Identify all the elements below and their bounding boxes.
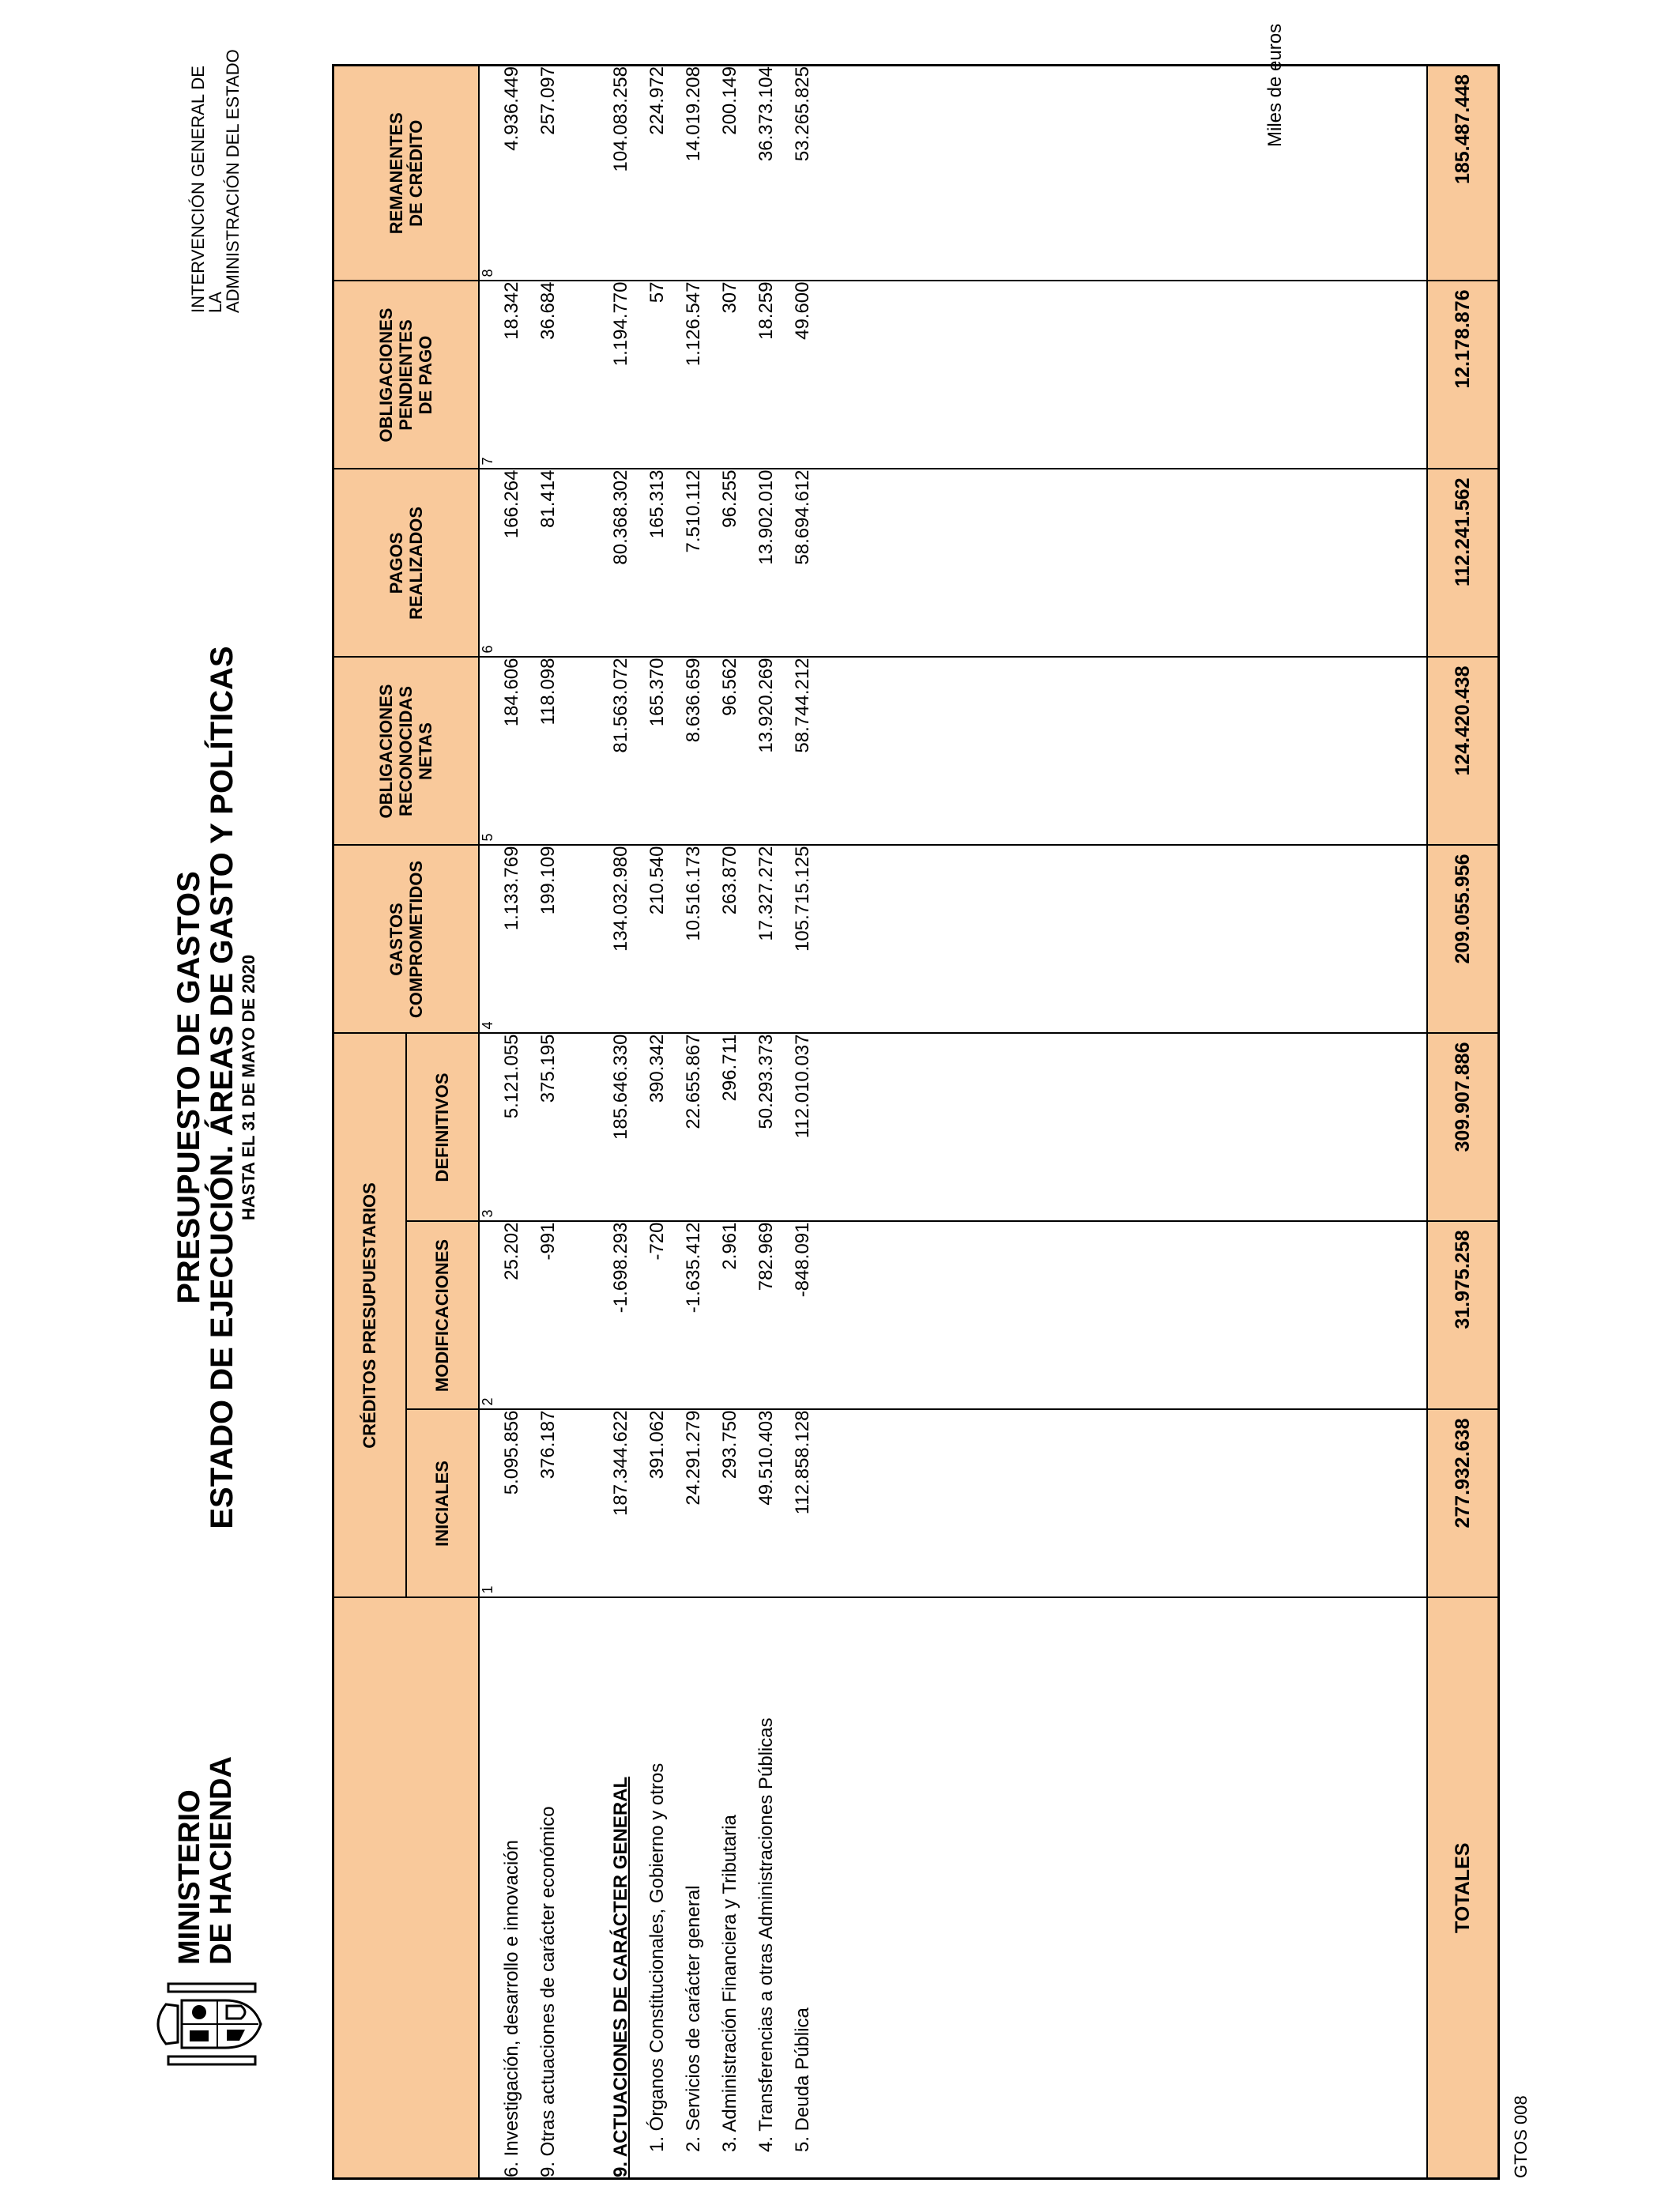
table-cell: -991 <box>537 1222 559 1261</box>
table-cell: 80.368.302 <box>609 469 631 565</box>
table-cell: 50.293.373 <box>755 1034 777 1129</box>
table-cell: 118.098 <box>537 658 559 726</box>
row-spacer <box>567 282 603 469</box>
row-label: 1. Órganos Constitucionales, Gobierno y otros <box>646 1762 668 2152</box>
table-cell: 134.032.980 <box>609 846 631 952</box>
budget-execution-table <box>332 64 1500 2180</box>
table-cell: 184.606 <box>500 658 522 727</box>
creditos-presupuestarios-header: CRÉDITOS PRESUPUESTARIOS <box>333 1034 406 1598</box>
column-number: 7 <box>479 457 495 466</box>
footer-code: GTOS 008 <box>1511 2095 1531 2178</box>
gastos-comprometidos-column <box>479 846 1427 1034</box>
obligaciones-pendientes-column <box>479 281 1427 469</box>
concept-header <box>333 1598 479 2179</box>
row-label: 6. Investigación, desarrollo e innovación <box>500 1840 522 2177</box>
table-cell: 25.202 <box>500 1222 522 1280</box>
row-spacer <box>567 1411 603 1597</box>
total-obligaciones-pendientes: 12.178.876 <box>1427 281 1498 469</box>
table-cell: 185.646.330 <box>609 1034 631 1140</box>
total-pagos-realizados: 112.241.562 <box>1427 469 1498 658</box>
row-spacer <box>567 846 603 1033</box>
table-cell: 4.936.449 <box>500 66 522 151</box>
table-cell: 257.097 <box>537 66 559 135</box>
report-title <box>172 297 259 1878</box>
column-number: 8 <box>479 269 495 277</box>
table-cell: 58.744.212 <box>791 658 813 753</box>
obligaciones-pendientes-header: OBLIGACIONES PENDIENTES DE PAGO <box>333 281 479 469</box>
table-cell: 105.715.125 <box>791 846 813 952</box>
column-number: 3 <box>479 1209 495 1218</box>
table-cell: 307 <box>718 281 740 314</box>
table-cell: 166.264 <box>500 469 522 539</box>
title-line-2: ESTADO DE EJECUCIÓN. ÁREAS DE GASTO Y POLÍTICAS <box>205 646 239 1529</box>
row-spacer <box>567 66 603 281</box>
row-spacer <box>567 1599 603 2178</box>
pagos-realizados-column <box>479 469 1427 658</box>
modificaciones-header: MODIFICACIONES <box>406 1222 479 1410</box>
totals-row <box>1427 66 1498 2179</box>
table-cell: 104.083.258 <box>609 66 631 172</box>
total-gastos-comprometidos: 209.055.956 <box>1427 846 1498 1034</box>
total-modificaciones: 31.975.258 <box>1427 1222 1498 1410</box>
table-cell: 24.291.279 <box>682 1410 704 1506</box>
coat-of-arms-icon <box>154 1981 269 2068</box>
table-cell: 391.062 <box>646 1410 668 1480</box>
table-cell: 375.195 <box>537 1034 559 1103</box>
concept-column <box>479 1598 1427 2179</box>
table-cell: 165.313 <box>646 469 668 539</box>
table-cell: 187.344.622 <box>609 1410 631 1516</box>
table-cell: 96.562 <box>718 658 740 716</box>
title-line-1: PRESUPUESTO DE GASTOS <box>171 871 206 1304</box>
table-cell: 49.600 <box>791 281 813 340</box>
total-remanentes: 185.487.448 <box>1427 66 1498 281</box>
table-cell: 782.969 <box>755 1222 777 1291</box>
table-cell: 199.109 <box>537 846 559 915</box>
table-cell: 81.563.072 <box>609 658 631 753</box>
table-cell: 1.194.770 <box>609 281 631 367</box>
table-cell: 5.121.055 <box>500 1034 522 1119</box>
table-cell: 36.684 <box>537 281 559 340</box>
table-cell: 293.750 <box>718 1410 740 1480</box>
table-cell: 112.010.037 <box>791 1034 813 1139</box>
row-spacer <box>567 658 603 845</box>
totals-label: TOTALES <box>1427 1598 1498 2179</box>
table-cell: 2.961 <box>718 1222 740 1270</box>
table-cell: 36.373.104 <box>755 66 777 162</box>
table-cell: 10.516.173 <box>682 846 704 941</box>
table-cell: 18.259 <box>755 281 777 340</box>
title-date: HASTA EL 31 DE MAYO DE 2020 <box>239 954 258 1221</box>
table-cell: -1.698.293 <box>609 1222 631 1314</box>
modificaciones-column <box>479 1222 1427 1410</box>
table-cell: 18.342 <box>500 281 522 340</box>
table-cell: 376.187 <box>537 1410 559 1480</box>
table-cell: 96.255 <box>718 469 740 528</box>
table-cell: 112.858.128 <box>791 1410 813 1515</box>
table-cell: 53.265.825 <box>791 66 813 162</box>
table-cell: 13.920.269 <box>755 658 777 753</box>
column-number: 2 <box>479 1397 495 1406</box>
units-label: Miles de euros <box>1264 23 1286 147</box>
ministry-name: MINISTERIO DE HACIENDA <box>173 1756 238 1965</box>
table-cell: 14.019.208 <box>682 66 704 162</box>
table-cell: -720 <box>646 1222 668 1261</box>
row-label: 5. Deuda Pública <box>791 2007 813 2152</box>
iniciales-column <box>479 1410 1427 1598</box>
table-cell: 57 <box>646 281 668 303</box>
section-heading: 9. ACTUACIONES DE CARÁCTER GENERAL <box>609 1776 631 2177</box>
table-cell: 1.126.547 <box>682 281 704 367</box>
obligaciones-reconocidas-column <box>479 658 1427 846</box>
row-spacer <box>567 470 603 657</box>
table-cell: 5.095.856 <box>500 1410 522 1495</box>
column-number: 6 <box>479 645 495 654</box>
row-spacer <box>567 1035 603 1221</box>
table-cell: 8.636.659 <box>682 658 704 743</box>
table-cell: 200.149 <box>718 66 740 135</box>
column-number: 1 <box>479 1585 495 1594</box>
table-cell: 263.870 <box>718 846 740 915</box>
row-label: 9. Otras actuaciones de carácter económico <box>537 1806 559 2177</box>
table-cell: 390.342 <box>646 1034 668 1103</box>
table-cell: 81.414 <box>537 469 559 528</box>
intervention-general-label: INTERVENCIÓN GENERAL DE LA ADMINISTRACIÓN DEL ESTADO <box>188 49 243 313</box>
row-label: 4. Transferencias a otras Administraciones Públicas <box>755 1717 777 2152</box>
total-definitivos: 309.907.886 <box>1427 1034 1498 1222</box>
table-cell: 1.133.769 <box>500 846 522 931</box>
table-cell: 17.327.272 <box>755 846 777 941</box>
gastos-comprometidos-header: GASTOS COMPROMETIDOS <box>333 846 479 1034</box>
row-label: 2. Servicios de carácter general <box>682 1885 704 2152</box>
pagos-realizados-header: PAGOS REALIZADOS <box>333 469 479 658</box>
table-cell: 13.902.010 <box>755 469 777 565</box>
column-number: 5 <box>479 833 495 842</box>
table-cell: 58.694.612 <box>791 469 813 565</box>
total-iniciales: 277.932.638 <box>1427 1410 1498 1598</box>
iniciales-header: INICIALES <box>406 1410 479 1598</box>
table-cell: 7.510.112 <box>682 469 704 553</box>
table-cell: 22.655.867 <box>682 1034 704 1129</box>
table-cell: 165.370 <box>646 658 668 727</box>
table-cell: 49.510.403 <box>755 1410 777 1506</box>
definitivos-column <box>479 1034 1427 1222</box>
definitivos-header: DEFINITIVOS <box>406 1034 479 1222</box>
total-obligaciones-reconocidas: 124.420.438 <box>1427 658 1498 846</box>
table-body-row <box>479 66 1427 2179</box>
remanentes-column <box>479 66 1427 281</box>
row-spacer <box>567 1223 603 1409</box>
table-cell: 296.711 <box>718 1034 740 1102</box>
table-cell: 224.972 <box>646 66 668 135</box>
remanentes-header: REMANENTES DE CRÉDITO <box>333 66 479 281</box>
obligaciones-reconocidas-header: OBLIGACIONES RECONOCIDAS NETAS <box>333 658 479 846</box>
table-cell: -848.091 <box>791 1222 813 1298</box>
column-number: 4 <box>479 1021 495 1030</box>
table-cell: 210.540 <box>646 846 668 915</box>
table-cell: -1.635.412 <box>682 1222 704 1314</box>
row-label: 3. Administración Financiera y Tributaria <box>718 1815 740 2152</box>
